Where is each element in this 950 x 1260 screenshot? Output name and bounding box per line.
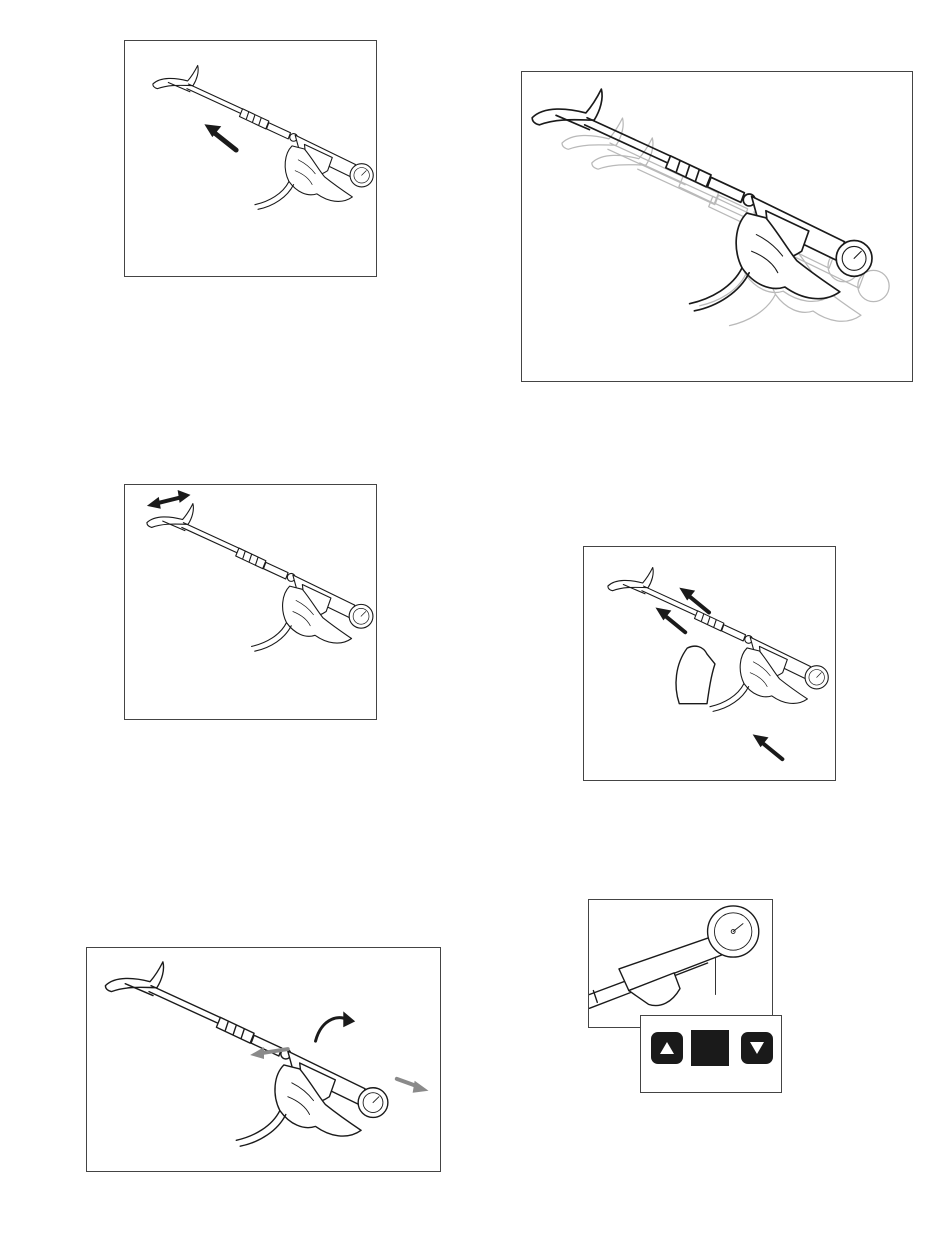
- arrow-outward-icon: [397, 1079, 429, 1093]
- arrow-forward-icon: [679, 588, 709, 613]
- instrument-illustration: [125, 41, 376, 276]
- decrease-button[interactable]: [741, 1032, 773, 1064]
- arrow-curved-over-icon: [316, 1011, 356, 1041]
- arrow-forward-icon: [204, 124, 236, 150]
- fig-pull-slide: [583, 546, 836, 781]
- hand-illustration: [676, 646, 715, 704]
- fig-gauge-display: [588, 899, 773, 1028]
- instrument-illustration: [125, 485, 376, 719]
- display-screen: [691, 1030, 729, 1066]
- arrow-back-and-forth-icon: [147, 490, 191, 509]
- fig-twist-release: [86, 947, 441, 1172]
- triangle-up-icon: [659, 1041, 675, 1055]
- instrument-illustration: [522, 72, 912, 381]
- gauge-illustration: [589, 900, 772, 1027]
- fig-rotate-cup: [124, 484, 377, 720]
- fig-insert-forward: [124, 40, 377, 277]
- triangle-down-icon: [749, 1041, 765, 1055]
- pressure-display-unit: [640, 1015, 782, 1093]
- arrow-forward-icon: [753, 734, 783, 759]
- instrument-illustration: [87, 948, 440, 1171]
- arrow-forward-icon: [655, 607, 685, 632]
- increase-button[interactable]: [651, 1032, 683, 1064]
- instrument-illustration: [584, 547, 835, 780]
- fig-lowered-positions: [521, 71, 913, 382]
